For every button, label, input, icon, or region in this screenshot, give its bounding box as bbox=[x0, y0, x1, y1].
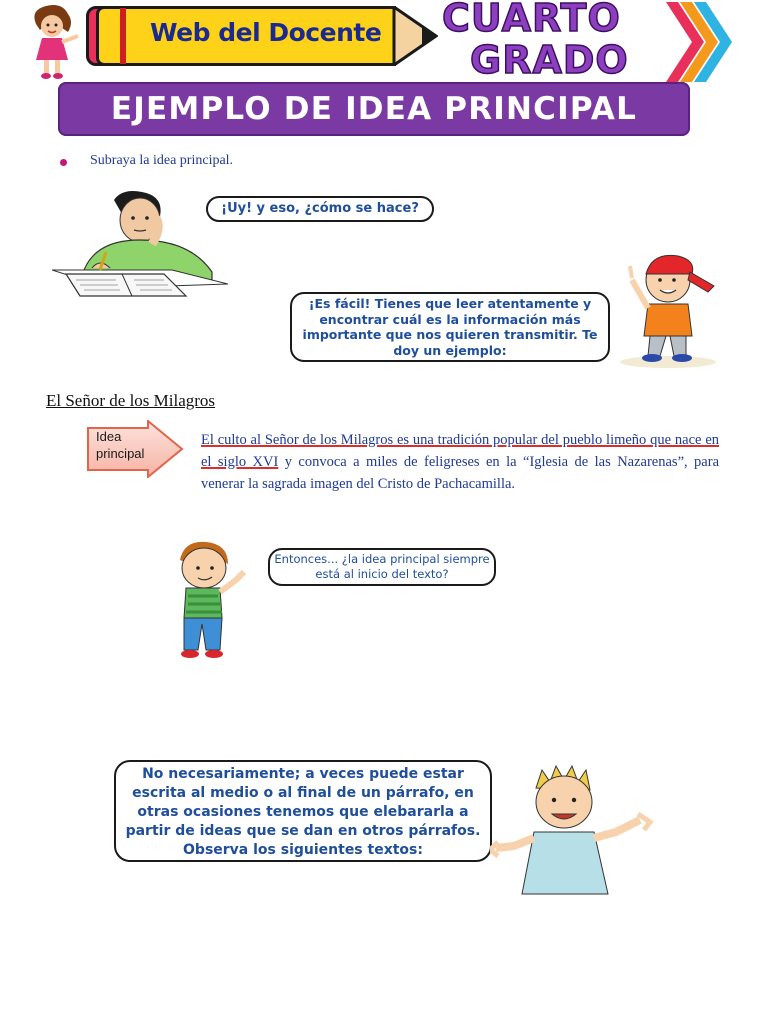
pencil-tip-icon bbox=[392, 6, 438, 66]
paragraph-rest: y convoca a miles de feligreses en la “Iglesia de las Nazarenas”, para venerar la sagrada imagen del Cristo de Pachacamilla. bbox=[201, 454, 720, 492]
instruction-text: Subraya la idea principal. bbox=[90, 153, 234, 168]
pencil-stripe bbox=[120, 8, 126, 64]
student-writing-illustration bbox=[52, 188, 228, 304]
bubble-text: ¡Uy! y eso, ¿cómo se hace? bbox=[221, 201, 419, 216]
speech-bubble-question bbox=[206, 196, 434, 222]
grade-line-2: GRADO bbox=[470, 38, 629, 82]
boy-pointing-illustration bbox=[170, 540, 252, 666]
section-title: El Señor de los Milagros bbox=[46, 391, 216, 410]
bullet-icon bbox=[60, 159, 67, 166]
example-paragraph bbox=[201, 429, 719, 495]
main-idea-underlined: El culto al Señor de los Milagros es una tradición popular del pueblo limeño que nace en el siglo XVI bbox=[201, 432, 719, 470]
speech-bubble-explanation bbox=[114, 760, 492, 862]
page-title: EJEMPLO DE IDEA PRINCIPAL bbox=[110, 91, 638, 127]
blond-boy-illustration bbox=[490, 762, 662, 900]
bubble-text: ¡Es fácil! Tienes que leer atentamente y encontrar cuál es la información más importante que nos quieren transmitir. Te doy un ejemplo: bbox=[302, 296, 598, 358]
speech-bubble-answer bbox=[290, 292, 610, 362]
chevron-stripes-icon bbox=[662, 2, 732, 82]
bubble-text: No necesariamente; a veces puede estar escrita al medio o al final de un párrafo, en otras ocasiones tenemos que elebararla a partir de ideas que se dan en otros párrafos. Observa los siguientes textos: bbox=[125, 766, 481, 858]
brand-name: Web del Docente bbox=[150, 18, 382, 47]
kid-with-cap-illustration bbox=[612, 250, 722, 370]
arrow-label: Idea principal bbox=[96, 429, 145, 461]
grade-line-1: CUARTO bbox=[442, 0, 621, 40]
bubble-text: Entonces... ¿la idea principal siempre está al inicio del texto? bbox=[274, 552, 490, 581]
speech-bubble-boy-question bbox=[268, 548, 496, 586]
teacher-mascot-icon bbox=[22, 2, 86, 82]
